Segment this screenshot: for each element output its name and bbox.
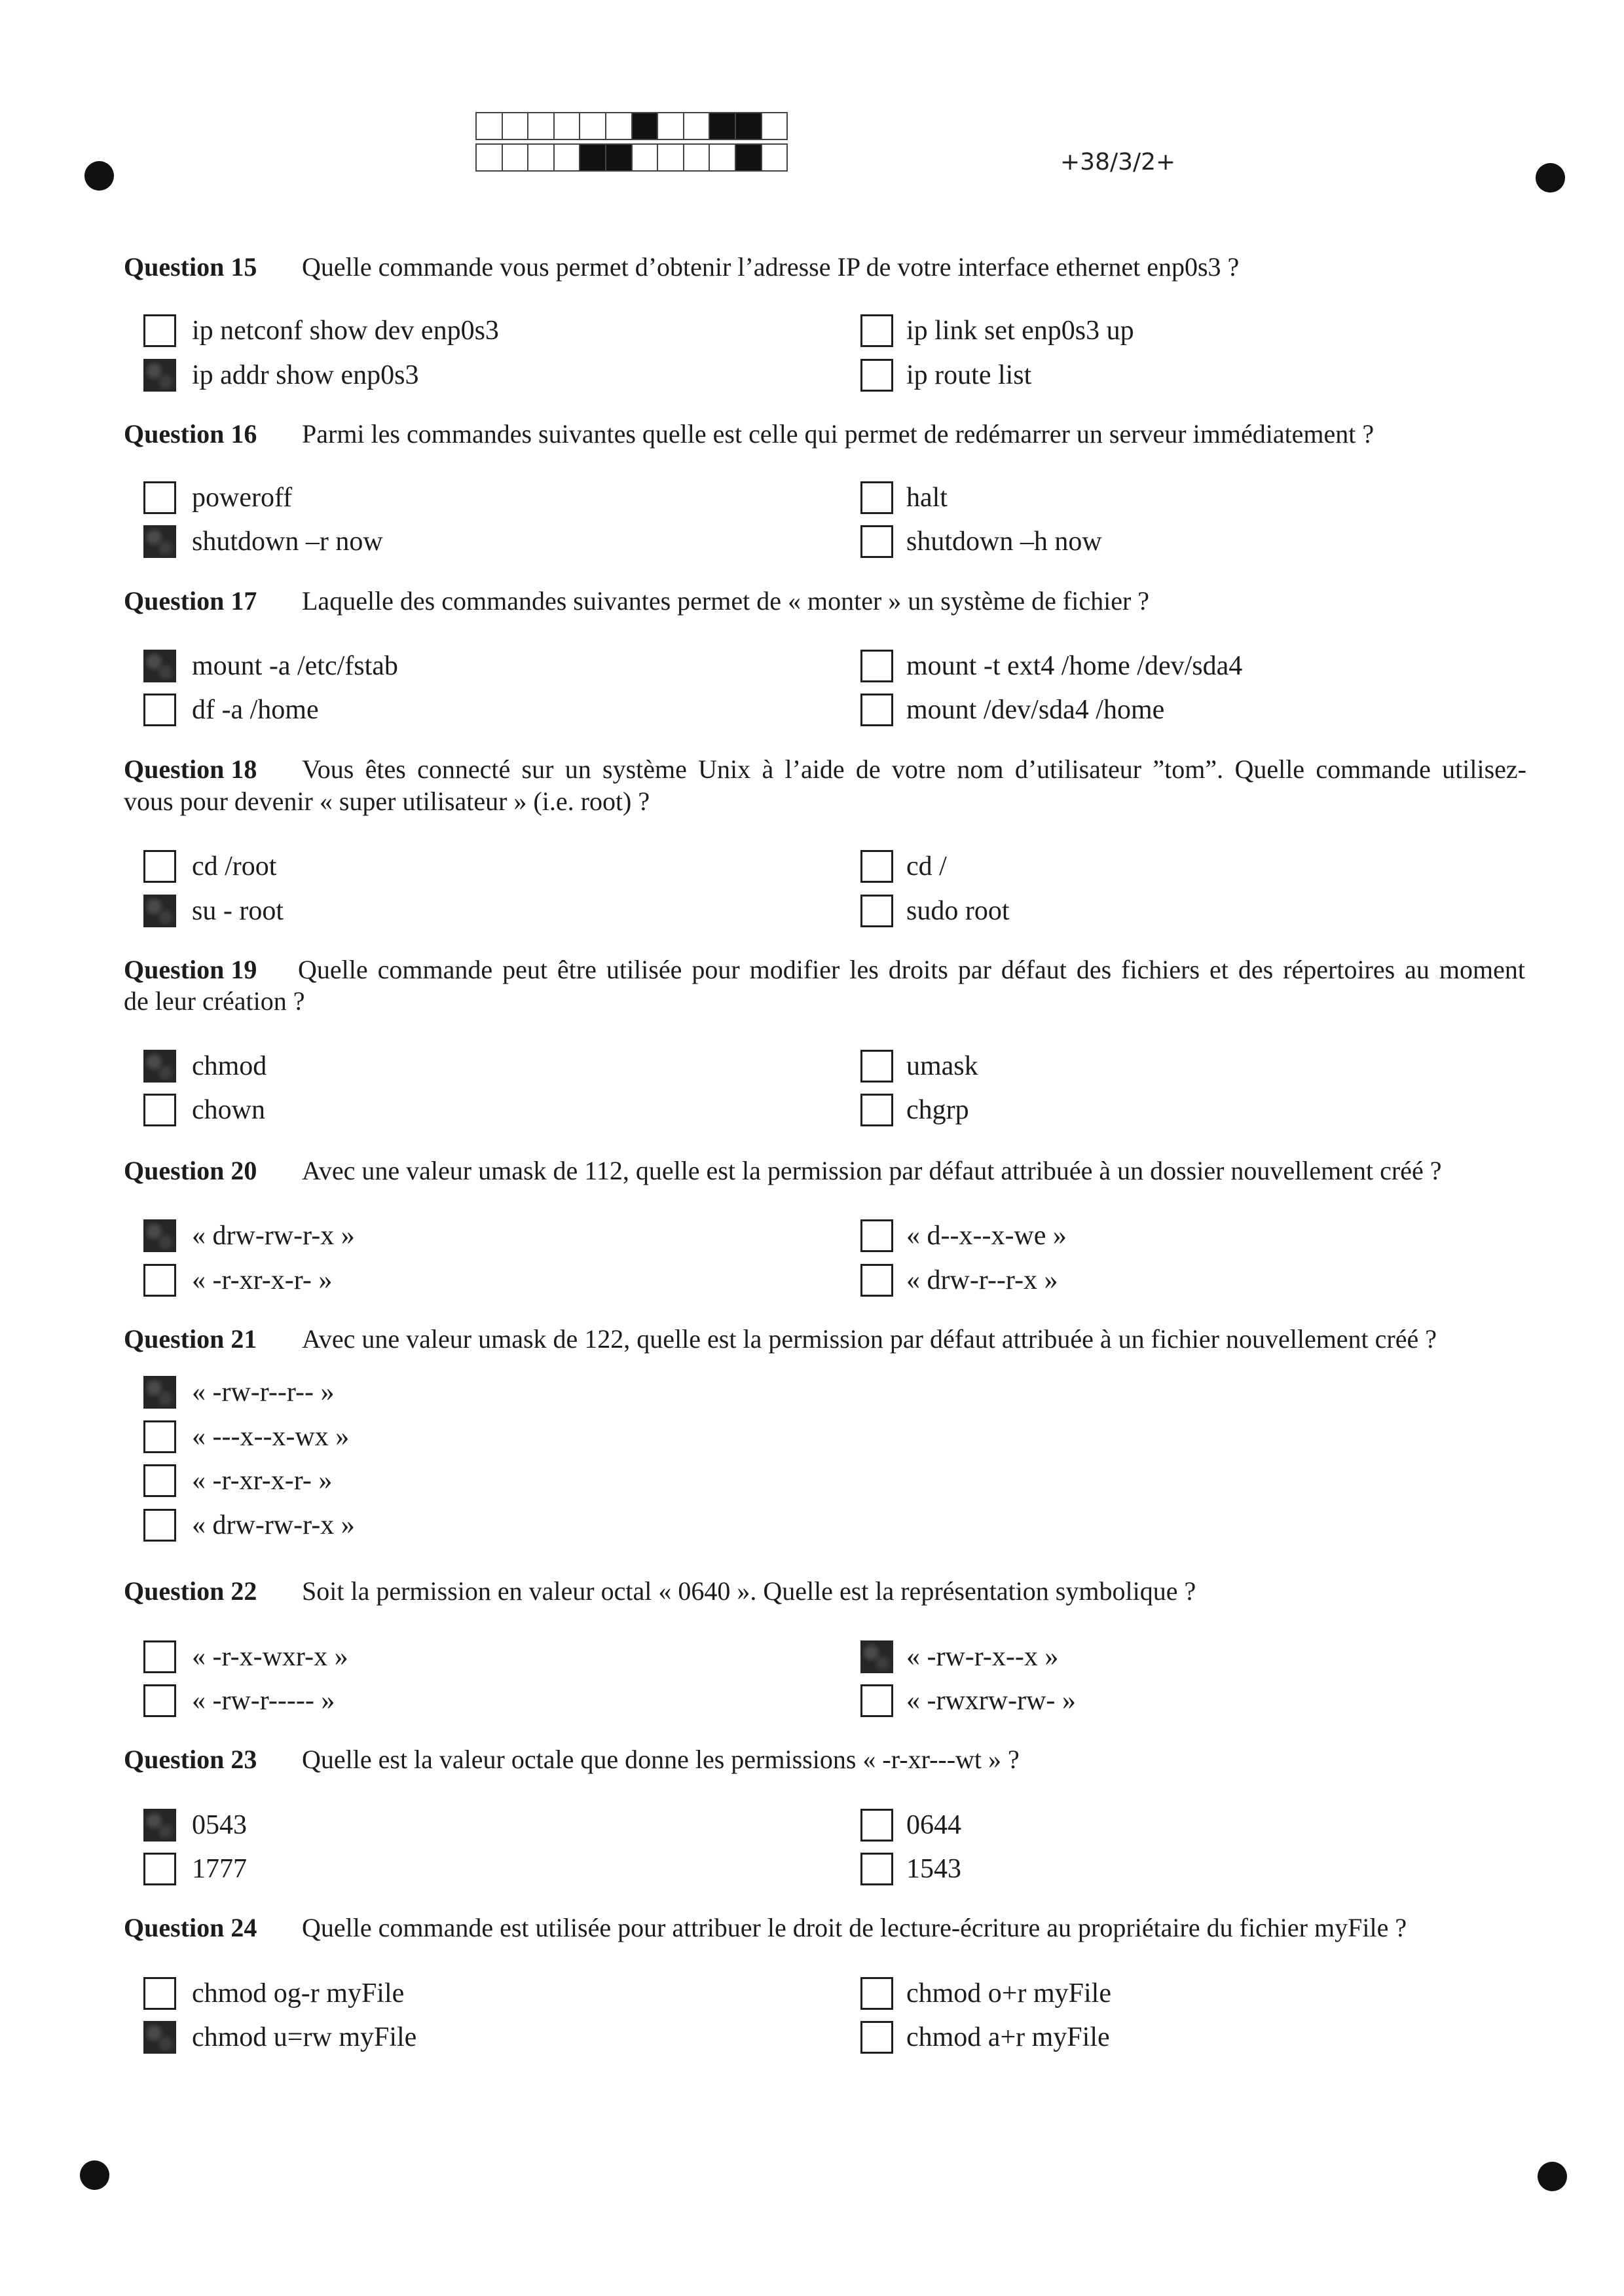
barcode-cell	[736, 112, 762, 140]
answer-checkbox[interactable]	[860, 1853, 893, 1885]
question-text: Parmi les commandes suivantes quelle est celle qui permet de redémarrer un serveur immédiatement ?	[302, 419, 1375, 449]
answer-text: « -r-x-wxr-x »	[192, 1642, 348, 1672]
question-text: Avec une valeur umask de 122, quelle est la permission par défaut attribuée à un fichier nouvellement créé ?	[302, 1324, 1437, 1354]
answer-checkbox[interactable]	[860, 850, 893, 883]
barcode-row	[475, 143, 790, 172]
answer-checkbox[interactable]	[860, 1809, 893, 1842]
answer-text: « ---x--x-wx »	[192, 1422, 350, 1452]
answer-checkbox[interactable]	[143, 650, 176, 682]
barcode-cell	[477, 143, 503, 172]
question-label: Question 24	[124, 1913, 257, 1942]
barcode-cell	[762, 143, 788, 172]
question-label: Question 18	[124, 754, 257, 784]
answer-checkbox[interactable]	[860, 1219, 893, 1252]
answer-text: « drw-rw-r-x »	[192, 1510, 355, 1540]
answer-checkbox[interactable]	[860, 314, 893, 347]
answer-checkbox[interactable]	[143, 1219, 176, 1252]
answer-text: mount -a /etc/fstab	[192, 651, 398, 681]
barcode-cell	[684, 143, 710, 172]
sheet-code: +38/3/2+	[1060, 149, 1176, 176]
question-text: Laquelle des commandes suivantes permet de « monter » un système de fichier ?	[302, 586, 1150, 616]
question-text: Quelle commande est utilisée pour attribuer le droit de lecture-écriture au propriétaire du fichier myFile ?	[302, 1913, 1407, 1942]
barcode-cell	[606, 112, 633, 140]
registration-mark-top-right	[1536, 163, 1565, 193]
answer-checkbox[interactable]	[143, 359, 176, 392]
answer-text: 1777	[192, 1854, 247, 1884]
answer-checkbox[interactable]	[143, 1640, 176, 1673]
barcode-cell	[555, 112, 581, 140]
answer-text: ip link set enp0s3 up	[906, 316, 1134, 346]
registration-mark-bottom-left	[80, 2160, 109, 2190]
barcode-cell	[633, 112, 659, 140]
answer-text: poweroff	[192, 483, 293, 513]
question-text: Vous êtes connecté sur un système Unix à l’aide de votre nom d’utilisateur ”tom”. Quelle commande utilisez-	[302, 754, 1526, 784]
answer-text: df -a /home	[192, 695, 319, 725]
answer-text: « -r-xr-x-r- »	[192, 1265, 333, 1295]
answer-text: « drw-rw-r-x »	[192, 1221, 355, 1251]
barcode-cell	[580, 143, 606, 172]
barcode-cell	[710, 112, 736, 140]
answer-checkbox[interactable]	[143, 850, 176, 883]
answer-checkbox[interactable]	[860, 1094, 893, 1126]
question-text: Avec une valeur umask de 112, quelle est la permission par défaut attribuée à un dossier nouvellement créé ?	[302, 1156, 1442, 1185]
answer-text: halt	[906, 483, 948, 513]
answer-checkbox[interactable]	[143, 2021, 176, 2054]
question-label: Question 17	[124, 586, 257, 616]
answer-checkbox[interactable]	[143, 1264, 176, 1297]
answer-text: « -rwxrw-rw- »	[906, 1686, 1076, 1716]
answer-text: shutdown –r now	[192, 527, 383, 557]
answer-checkbox[interactable]	[143, 481, 176, 514]
registration-mark-bottom-right	[1538, 2162, 1567, 2191]
answer-text: cd /	[906, 851, 947, 881]
question-label: Question 15	[124, 252, 257, 282]
answer-checkbox[interactable]	[860, 694, 893, 726]
answer-text: chmod og-r myFile	[192, 1978, 405, 2009]
answer-checkbox[interactable]	[143, 1809, 176, 1842]
answer-text: chmod u=rw myFile	[192, 2022, 417, 2052]
answer-text: « -rw-r----- »	[192, 1686, 335, 1716]
question-text: Soit la permission en valeur octal « 0640 ». Quelle est la représentation symbolique ?	[302, 1576, 1196, 1606]
question-label: Question 20	[124, 1156, 257, 1185]
answer-checkbox[interactable]	[860, 1977, 893, 2010]
barcode-cell	[477, 112, 503, 140]
answer-text: ip route list	[906, 360, 1032, 390]
answer-text: ip netconf show dev enp0s3	[192, 316, 499, 346]
answer-text: sudo root	[906, 896, 1010, 926]
answer-checkbox[interactable]	[143, 1977, 176, 2010]
answer-checkbox[interactable]	[143, 1376, 176, 1409]
question-text-continued: vous pour devenir « super utilisateur » (i.e. root) ?	[124, 787, 650, 816]
answer-checkbox[interactable]	[143, 694, 176, 726]
question-text: Quelle commande peut être utilisée pour modifier les droits par défaut des fichiers et des répertoires au moment	[298, 955, 1525, 984]
sheet-barcode	[475, 112, 790, 175]
answer-text: shutdown –h now	[906, 527, 1102, 557]
answer-checkbox[interactable]	[860, 359, 893, 392]
answer-text: chmod	[192, 1051, 267, 1081]
barcode-cell	[555, 143, 581, 172]
registration-mark-top-left	[84, 161, 114, 191]
barcode-cell	[736, 143, 762, 172]
answer-checkbox[interactable]	[860, 481, 893, 514]
answer-checkbox[interactable]	[143, 1420, 176, 1453]
answer-text: 1543	[906, 1854, 961, 1884]
barcode-cell	[580, 112, 606, 140]
barcode-cell	[684, 112, 710, 140]
answer-checkbox[interactable]	[860, 650, 893, 682]
answer-text: « drw-r--r-x »	[906, 1265, 1058, 1295]
barcode-cell	[503, 143, 529, 172]
answer-checkbox[interactable]	[860, 1050, 893, 1083]
answer-text: mount /dev/sda4 /home	[906, 695, 1165, 725]
barcode-cell	[710, 143, 736, 172]
answer-checkbox[interactable]	[143, 1050, 176, 1083]
answer-checkbox[interactable]	[860, 525, 893, 558]
answer-text: « -rw-r-x--x »	[906, 1642, 1059, 1672]
answer-checkbox[interactable]	[143, 525, 176, 558]
question-label: Question 23	[124, 1745, 257, 1774]
answer-text: « -r-xr-x-r- »	[192, 1466, 333, 1496]
barcode-row	[475, 112, 790, 140]
answer-checkbox[interactable]	[143, 1464, 176, 1497]
answer-checkbox[interactable]	[860, 1684, 893, 1717]
answer-text: cd /root	[192, 851, 277, 881]
question-text-continued: de leur création ?	[124, 986, 305, 1016]
answer-text: ip addr show enp0s3	[192, 360, 419, 390]
answer-text: « -rw-r--r-- »	[192, 1377, 335, 1407]
answer-text: chmod a+r myFile	[906, 2022, 1110, 2052]
barcode-cell	[503, 112, 529, 140]
answer-checkbox[interactable]	[860, 1264, 893, 1297]
answer-checkbox[interactable]	[143, 1509, 176, 1542]
barcode-cell	[606, 143, 633, 172]
answer-checkbox[interactable]	[143, 1853, 176, 1885]
barcode-cell	[633, 143, 659, 172]
question-label: Question 21	[124, 1324, 257, 1354]
answer-checkbox[interactable]	[860, 895, 893, 927]
answer-checkbox[interactable]	[143, 895, 176, 927]
answer-text: chgrp	[906, 1095, 969, 1125]
answer-text: mount -t ext4 /home /dev/sda4	[906, 651, 1243, 681]
barcode-cell	[762, 112, 788, 140]
question-label: Question 16	[124, 419, 257, 449]
answer-text: 0543	[192, 1810, 247, 1840]
barcode-cell	[658, 112, 684, 140]
question-text: Quelle est la valeur octale que donne les permissions « -r-xr---wt » ?	[302, 1745, 1020, 1774]
answer-checkbox[interactable]	[860, 1640, 893, 1673]
answer-text: umask	[906, 1051, 978, 1081]
barcode-cell	[528, 143, 555, 172]
answer-checkbox[interactable]	[143, 1094, 176, 1126]
answer-checkbox[interactable]	[143, 1684, 176, 1717]
barcode-cell	[528, 112, 555, 140]
answer-text: chmod o+r myFile	[906, 1978, 1111, 2009]
answer-checkbox[interactable]	[143, 314, 176, 347]
answer-text: 0644	[906, 1810, 961, 1840]
answer-text: su - root	[192, 896, 284, 926]
question-label: Question 19	[124, 955, 257, 984]
question-text: Quelle commande vous permet d’obtenir l’adresse IP de votre interface ethernet enp0s3 ?	[302, 252, 1240, 282]
barcode-cell	[658, 143, 684, 172]
answer-text: « d--x--x-we »	[906, 1221, 1067, 1251]
question-label: Question 22	[124, 1576, 257, 1606]
answer-text: chown	[192, 1095, 265, 1125]
answer-checkbox[interactable]	[860, 2021, 893, 2054]
